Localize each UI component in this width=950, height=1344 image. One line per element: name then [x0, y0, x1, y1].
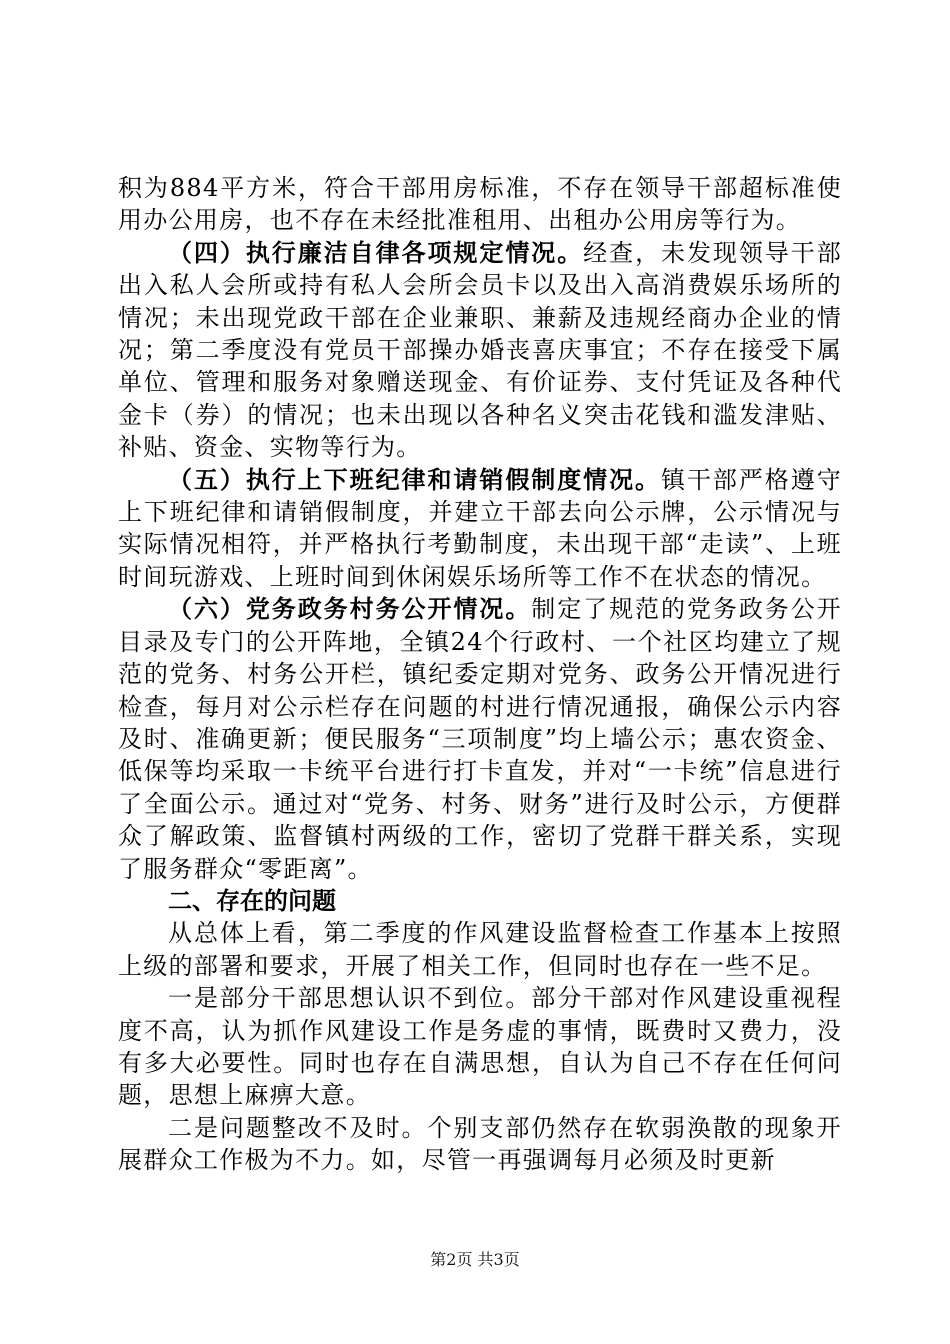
paragraph-body: 制定了规范的党务政务公开目录及专门的公开阵地，全镇24个行政村、一个社区均建立了规范的党务、村务公开栏，镇纪委定期对党务、政务公开情况进行检查，每月对公示栏存在问题的村进行情况通报，确保公示内容及时、准确更新；便民服务“三项制度”均上墙公示；惠农资金、低保等均采取一卡统平台进行打卡直发，并对“一卡统”信息进行了全面公示。通过对“党务、村务、财务”进行及时公示，方便群众了解政策、监督镇村两级的工作，密切了党群干群关系，实现了服务群众“零距离”。	[118, 595, 842, 883]
paragraph-overview	[118, 917, 842, 982]
paragraph-body: 经查，未发现领导干部出入私人会所或持有私人会所会员卡以及出入高消费娱乐场所的情况；未出现党政干部在企业兼职、兼薪及违规经商办企业的情况；第二季度没有党员干部操办婚丧喜庆事宜；不存在接受下属单位、管理和服务对象赠送现金、有价证券、支付凭证及各种代金卡（券）的情况；也未出现以各种名义突击花钱和滥发津贴、补贴、资金、实物等行为。	[118, 238, 842, 462]
paragraph-body: 从总体上看，第二季度的作风建设监督检查工作基本上按照上级的部署和要求，开展了相关工作，但同时也存在一些不足。	[118, 919, 842, 980]
page-footer-page-number: 第2页 共3页	[430, 1250, 520, 1269]
document-body	[118, 172, 842, 1177]
paragraph-integrity-rules	[118, 237, 842, 464]
paragraph-body: 积为884平方米，符合干部用房标准，不存在领导干部超标准使用办公用房，也不存在未经批准租用、出租办公用房等行为。	[118, 174, 842, 235]
section-lead-heading: （四）执行廉洁自律各项规定情况。	[168, 237, 584, 267]
section-lead-heading: （五）执行上下班纪律和请销假制度情况。	[168, 464, 662, 494]
paragraph-problem-one	[118, 982, 842, 1112]
paragraph-problem-two	[118, 1112, 842, 1177]
paragraph-public-affairs	[118, 593, 842, 885]
section-heading-problems: 二、存在的问题	[168, 885, 336, 915]
paragraph-body: 二是问题整改不及时。个别支部仍然存在软弱涣散的现象开展群众工作极为不力。如，尽管一再强调每月必须及时更新	[118, 1113, 842, 1175]
paragraph-work-discipline	[118, 464, 842, 594]
section-lead-heading: （六）党务政务村务公开情况。	[168, 594, 532, 624]
paragraph-body: 一是部分干部思想认识不到位。部分干部对作风建设重视程度不高，认为抓作风建设工作是务虚的事情，既费时又费力，没有多大必要性。同时也存在自满思想，自认为自己不存在任何问题，思想上麻痹大意。	[118, 984, 842, 1110]
paragraph-office-space	[118, 172, 842, 237]
paragraph-body: 镇干部严格遵守上下班纪律和请销假制度，并建立干部去向公示牌，公示情况与实际情况相符，并严格执行考勤制度，未出现干部“走读”、上班时间玩游戏、上班时间到休闲娱乐场所等工作不在状态的情况。	[118, 465, 843, 591]
